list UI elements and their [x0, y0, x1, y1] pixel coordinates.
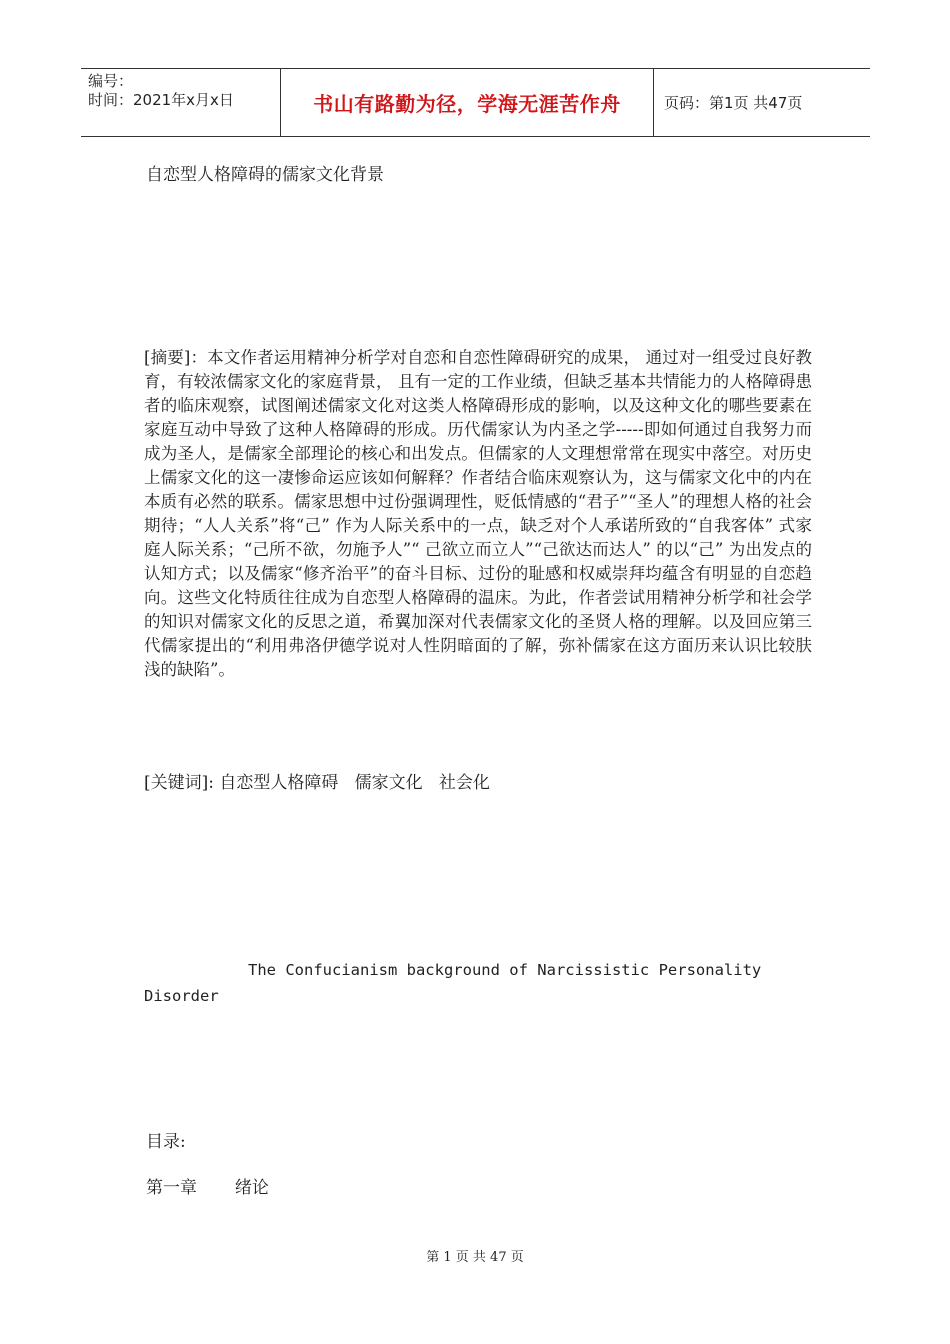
page-code: 页码：第1页 共47页 — [664, 94, 803, 112]
document-title: 自恋型人格障碍的儒家文化背景 — [146, 165, 384, 185]
english-title: The Confucianism background of Narcissistic Personality Disorder — [144, 961, 762, 1005]
header-page-cell — [654, 69, 870, 136]
page-footer: 第 1 页 共 47 页 — [426, 1250, 524, 1265]
toc-item-chapter-1: 第一章 绪论 — [146, 1178, 269, 1198]
toc-label: 目录: — [146, 1132, 186, 1152]
time-label: 时间：2021年x月x日 — [88, 91, 234, 109]
abstract-paragraph: [摘要]：本文作者运用精神分析学对自恋和自恋性障碍研究的成果， 通过对一组受过良好教育，有较浓儒家文化的家庭背景， 且有一定的工作业绩，但缺乏基本共情能力的人格障碍患者的临床观察，试图阐述儒家文化对这类人格障碍形成的影响，以及这种文化的哪些要素在家庭互动中导致了这种人格障碍的形成。历代儒家认为内圣之学-----即如何通过自我努力而成为圣人，是儒家全部理论的核心和出发点。但儒家的人文理想常常在现实中落空。对历史上儒家文化的这一凄惨命运应该如何解释？作者结合临床观察认为，这与儒家文化中的内在本质有必然的联系。儒家思想中过份强调理性，贬低情感的“君子”“圣人”的理想人格的社会期待；“人人关系”将“己” 作为人际关系中的一点，缺乏对个人承诺所致的“自我客体” 式家庭人际关系；“己所不欲，勿施予人”“ 己欲立而立人”“己欲达而达人” 的以“己” 为出发点的认知方式；以及儒家“修齐治平”的奋斗目标、过份的耻感和权威崇拜均蕴含有明显的自恋趋向。这些文化特质往往成为自恋型人格障碍的温床。为此，作者尝试用精神分析学和社会学的知识对儒家文化的反思之道，希翼加深对代表儒家文化的圣贤人格的理解。以及回应第三代儒家提出的“利用弗洛伊德学说对人性阴暗面的了解，弥补儒家在这方面历来认识比较肤浅的缺陷”。 — [144, 348, 812, 679]
document-header — [81, 68, 870, 137]
header-motto-cell — [281, 69, 654, 136]
motto-text: 书山有路勤为径，学海无涯苦作舟 — [313, 92, 621, 116]
keywords-line: [关键词]: 自恋型人格障碍 儒家文化 社会化 — [144, 773, 490, 793]
number-label: 编号： — [88, 72, 134, 90]
header-meta-cell — [81, 69, 281, 136]
